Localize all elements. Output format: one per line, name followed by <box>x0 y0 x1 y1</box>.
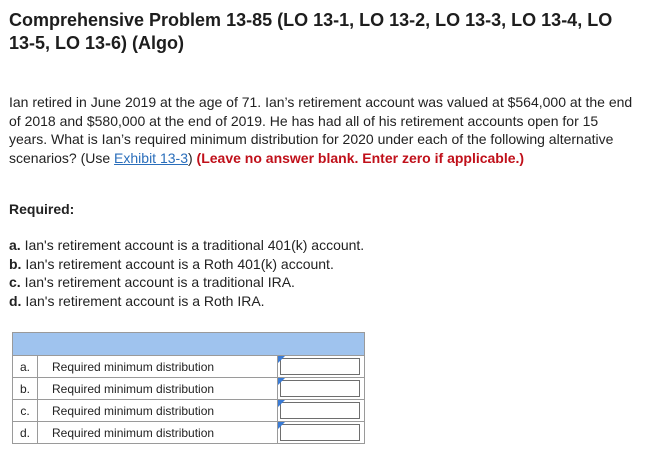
problem-text: Ian retired in June 2019 at the age of 71. Ian’s retirement account was valued at $564,000 at the end of 2018 and $580,000 at the end of 2019. He has had all of his retirement accounts open for 15 years. What is Ian’s required minimum distribution for 2020 under each of the following alternative scenarios? (Use <box>9 94 633 166</box>
answer-cell <box>278 422 365 444</box>
scenario-letter: d. <box>9 292 22 309</box>
answer-cell <box>278 356 365 378</box>
row-label: Required minimum distribution <box>38 422 278 444</box>
input-marker-icon <box>278 356 285 363</box>
row-label: Required minimum distribution <box>38 400 278 422</box>
scenario-text: Ian's retirement account is a traditional 401(k) account. <box>24 237 365 253</box>
warning-text: (Leave no answer blank. Enter zero if applicable.) <box>196 149 525 166</box>
row-label: Required minimum distribution <box>38 378 278 400</box>
scenario-list <box>9 236 364 310</box>
header-cell <box>13 333 365 356</box>
scenario-text: Ian's retirement account is a Roth 401(k) account. <box>25 255 334 272</box>
required-heading: Required: <box>9 201 75 217</box>
answer-table-header <box>13 333 365 356</box>
row-letter: d. <box>13 422 38 444</box>
table-row <box>13 422 365 444</box>
table-row <box>13 400 365 422</box>
row-label: Required minimum distribution <box>38 356 278 378</box>
input-marker-icon <box>278 400 285 407</box>
scenario-item <box>9 255 364 274</box>
scenario-letter: b. <box>9 255 22 272</box>
row-letter: c. <box>13 400 38 422</box>
answer-input-c[interactable] <box>280 402 360 419</box>
problem-text-after-link: ) <box>187 149 197 166</box>
scenario-item <box>9 273 364 292</box>
scenario-letter: c. <box>9 274 21 291</box>
scenario-text: Ian's retirement account is a traditional IRA. <box>24 274 295 291</box>
answer-input-b[interactable] <box>280 380 360 397</box>
scenario-item <box>9 236 364 255</box>
scenario-text: Ian's retirement account is a Roth IRA. <box>25 292 265 309</box>
row-letter: a. <box>13 356 38 378</box>
input-marker-icon <box>278 422 285 429</box>
answer-cell <box>278 378 365 400</box>
scenario-item <box>9 292 364 311</box>
table-row <box>13 378 365 400</box>
input-marker-icon <box>278 378 285 385</box>
answer-table <box>12 332 365 444</box>
answer-input-d[interactable] <box>280 424 360 441</box>
problem-statement <box>9 93 639 167</box>
answer-cell <box>278 400 365 422</box>
answer-input-a[interactable] <box>280 358 360 375</box>
exhibit-link[interactable]: Exhibit 13-3 <box>114 149 188 166</box>
scenario-letter: a. <box>9 237 21 253</box>
problem-title: Comprehensive Problem 13-85 (LO 13-1, LO 13-2, LO 13-3, LO 13-4, LO 13-5, LO 13-6) (Algo) <box>9 10 613 53</box>
row-letter: b. <box>13 378 38 400</box>
table-row <box>13 356 365 378</box>
